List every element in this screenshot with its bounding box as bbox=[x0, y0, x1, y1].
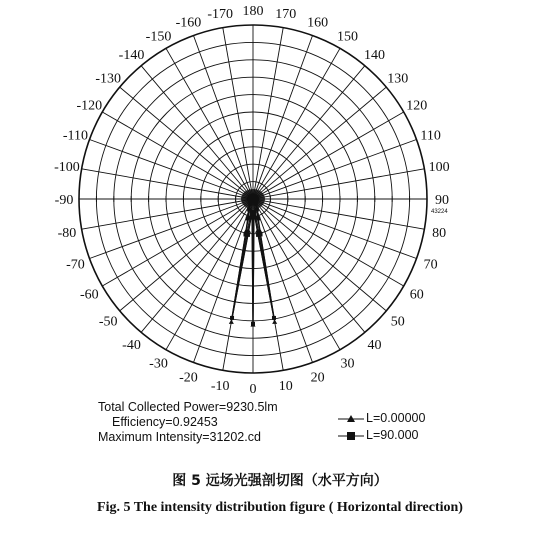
angle-tick-label: 50 bbox=[390, 314, 405, 330]
series-point-square bbox=[251, 322, 255, 326]
angle-tick-label: -40 bbox=[122, 337, 141, 353]
total-power-text: Total Collected Power=9230.5lm bbox=[98, 400, 278, 414]
center-blob bbox=[241, 189, 265, 209]
angle-tick-label: 70 bbox=[423, 257, 438, 273]
angle-tick-label: -50 bbox=[98, 314, 118, 330]
max-intensity-text: Maximum Intensity=31202.cd bbox=[98, 430, 261, 444]
angle-tick-label: 140 bbox=[364, 48, 385, 64]
angle-tick-label: 130 bbox=[387, 71, 409, 87]
angle-tick-label: -80 bbox=[57, 225, 77, 241]
angle-tick-label: -110 bbox=[62, 128, 88, 144]
angle-tick-label: 60 bbox=[409, 287, 424, 303]
angle-tick-label: -150 bbox=[145, 29, 172, 45]
angle-tick-label: -170 bbox=[207, 6, 234, 22]
angle-tick-label: -120 bbox=[76, 98, 103, 114]
angle-tick-label: -20 bbox=[179, 370, 198, 386]
angle-tick-label: -130 bbox=[95, 71, 122, 87]
legend-label: L=90.000 bbox=[366, 428, 419, 442]
series-point-square bbox=[252, 211, 256, 215]
angle-tick-label: -60 bbox=[79, 287, 99, 303]
angle-tick-label: -10 bbox=[210, 379, 230, 395]
angle-tick-label: 120 bbox=[406, 98, 428, 114]
angle-tick-label: -100 bbox=[54, 160, 80, 176]
figure-caption-en: Fig. 5 The intensity distribution figure ( Horizontal direction) bbox=[97, 500, 463, 515]
series-point-square bbox=[230, 316, 234, 320]
angle-tick-label: 180 bbox=[242, 4, 264, 19]
angle-tick-label: 170 bbox=[275, 6, 297, 22]
legend-item-l0 bbox=[338, 410, 425, 427]
angle-tick-label: -30 bbox=[149, 356, 168, 372]
series-point-square bbox=[246, 233, 250, 237]
stats-block bbox=[98, 400, 278, 445]
series-point-square bbox=[256, 216, 260, 220]
radial-max-label: 43224 bbox=[431, 209, 448, 215]
angle-tick-label: -160 bbox=[175, 15, 202, 31]
series-point-square bbox=[246, 216, 250, 220]
series-point-triangle bbox=[272, 319, 277, 324]
efficiency-text: Efficiency=0.92453 bbox=[112, 415, 218, 429]
angle-tick-label: 150 bbox=[337, 29, 358, 45]
figure-caption-cn: 图 5 远场光强剖切图（水平方向） bbox=[172, 473, 388, 489]
legend-item-l90 bbox=[338, 427, 425, 444]
angle-tick-label: 100 bbox=[428, 160, 450, 176]
angle-tick-label: 30 bbox=[340, 356, 355, 372]
legend-label: L=0.00000 bbox=[366, 411, 426, 425]
series-point-square bbox=[259, 232, 263, 236]
angle-tick-label: 160 bbox=[307, 15, 329, 31]
angle-tick-label: 90 bbox=[435, 193, 449, 208]
angle-tick-label: 110 bbox=[420, 128, 441, 144]
angle-tick-label: -90 bbox=[54, 193, 74, 208]
series-point-triangle bbox=[229, 319, 234, 324]
angle-tick-label: -70 bbox=[66, 257, 85, 273]
angle-tick-label: 0 bbox=[249, 382, 257, 397]
angle-tick-label: 40 bbox=[367, 337, 382, 353]
legend bbox=[338, 410, 425, 444]
triangle-marker-icon bbox=[338, 414, 364, 424]
series-point-square bbox=[272, 316, 276, 320]
angle-tick-label: -140 bbox=[118, 48, 145, 64]
square-marker-icon bbox=[338, 431, 364, 441]
angle-tick-label: 80 bbox=[432, 225, 447, 241]
angle-tick-label: 10 bbox=[278, 379, 293, 395]
angle-tick-label: 20 bbox=[310, 370, 325, 386]
series-point-square bbox=[252, 215, 256, 219]
